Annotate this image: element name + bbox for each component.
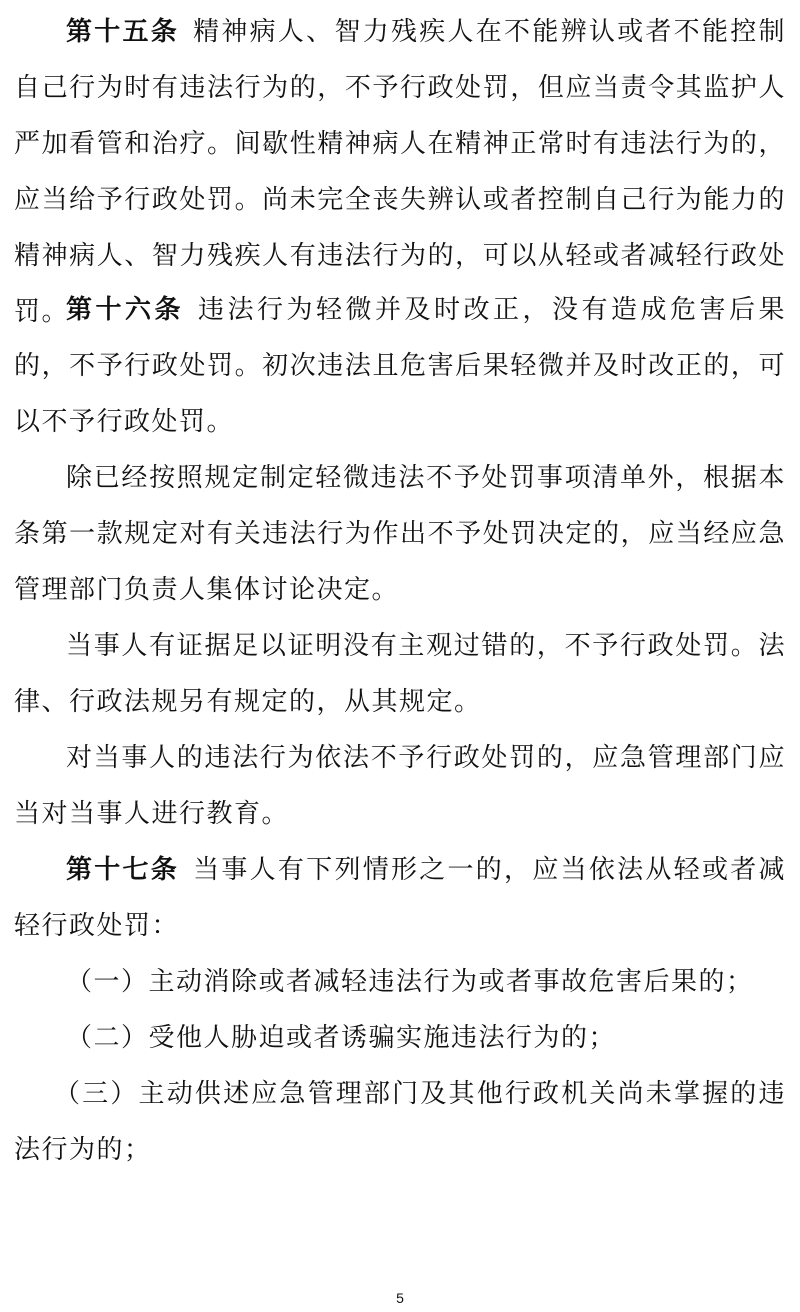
paragraph-article-16-clause-4: 对当事人的违法行为依法不予行政处罚的，应急管理部门应当对当事人进行教育。 <box>14 743 786 829</box>
page-number: 5 <box>396 1290 404 1306</box>
article-heading: 第十五条 <box>66 17 180 47</box>
paragraph-text: 当事人有下列情形之一的，应当依法从轻或者减轻行政处罚： <box>14 855 786 941</box>
list-item-1: （一）主动消除或者减轻违法行为或者事故危害后果的； <box>66 967 754 997</box>
paragraph-article-16-clause-2: 除已经按照规定制定轻微违法不予处罚事项清单外，根据本条第一款规定对有关违法行为作出不予处罚决定的，应当经应急管理部门负责人集体讨论决定。 <box>14 463 786 605</box>
paragraph-text: 违法行为轻微并及时改正，没有造成危害后果的，不予行政处罚。初次违法且危害后果轻微并及时改正的，可以不予行政处罚。 <box>14 295 786 437</box>
paragraph-article-16-clause-3: 当事人有证据足以证明没有主观过错的，不予行政处罚。法律、行政法规另有规定的，从其规定。 <box>14 631 786 717</box>
list-item-2: （二）受他人胁迫或者诱骗实施违法行为的； <box>66 1023 617 1053</box>
list-item-3: （三）主动供述应急管理部门及其他行政机关尚未掌握的违法行为的； <box>14 1079 786 1165</box>
paragraph-article-16 <box>14 282 786 450</box>
article-heading: 第十六条 <box>66 295 184 325</box>
paragraph-text: 精神病人、智力残疾人在不能辨认或者不能控制自己行为时有违法行为的，不予行政处罚，但应当责令其监护人严加看管和治疗。间歇性精神病人在精神正常时有违法行为的，应当给予行政处罚。尚未完全丧失辨认或者控制自己行为能力的精神病人、智力残疾人有违法行为的，可以从轻或者减轻行政处罚。 <box>14 17 786 327</box>
paragraph-article-17 <box>14 842 786 954</box>
article-heading: 第十七条 <box>66 855 180 885</box>
